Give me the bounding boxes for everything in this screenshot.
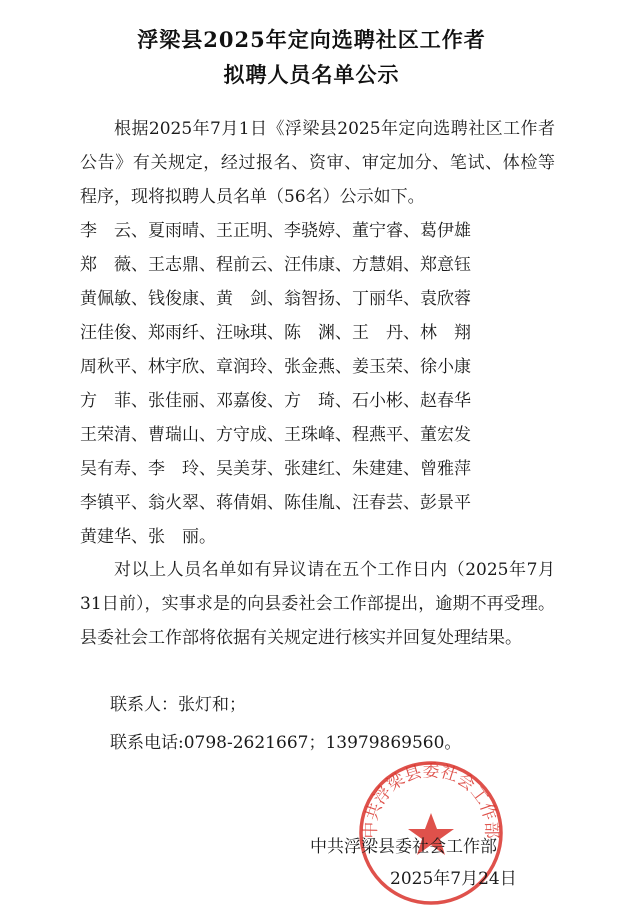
name-row: 方 菲、张佳丽、邓嘉俊、方 琦、石小彬、赵春华 xyxy=(80,391,471,411)
contact-person: 联系人：张灯和； xyxy=(110,695,246,715)
name-row: 吴有寿、李 玲、吴美芽、张建红、朱建建、曾雅萍 xyxy=(80,459,471,479)
contact-phone: 联系电话:0798-2621667；13979869560。 xyxy=(110,733,462,753)
issuing-department: 中共浮梁县委社会工作部 xyxy=(310,837,497,857)
document-title-line2: 拟聘人员名单公示 xyxy=(223,62,400,87)
intro-paragraph xyxy=(80,112,555,214)
name-row: 黄佩敏、钱俊康、黄 剑、翁智扬、丁丽华、袁欣蓉 xyxy=(80,289,471,309)
intro-text: 根据2025年7月1日《浮梁县2025年定向选聘社区工作者公告》有关规定，经过报名、资审、审定加分、笔试、体检等程序，现将拟聘人员名单（56名）公示如下。 xyxy=(80,119,555,207)
name-row: 汪佳俊、郑雨纤、汪咏琪、陈 渊、王 丹、林 翔 xyxy=(80,323,471,343)
objection-notice xyxy=(80,553,555,655)
name-row: 周秋平、林宇欣、章润玲、张金燕、姜玉荣、徐小康 xyxy=(80,357,471,377)
notice-text: 对以上人员名单如有异议请在五个工作日内（2025年7月31日前），实事求是的向县委社会工作部提出，逾期不再受理。县委社会工作部将依据有关规定进行核实并回复处理结果。 xyxy=(80,560,555,648)
name-row: 郑 薇、王志鼎、程前云、汪伟康、方慧娟、郑意钰 xyxy=(80,255,471,275)
name-row: 黄建华、张 丽。 xyxy=(80,527,216,547)
name-row: 王荣清、曹瑞山、方守成、王珠峰、程燕平、董宏发 xyxy=(80,425,471,445)
name-row: 李镇平、翁火翠、蒋倩娟、陈佳胤、汪春芸、彭景平 xyxy=(80,493,471,513)
issue-date: 2025年7月24日 xyxy=(390,869,517,889)
name-list xyxy=(80,214,560,554)
name-row: 李 云、夏雨晴、王正明、李骁婷、董宁睿、葛伊雄 xyxy=(80,221,471,241)
document-title-line1: 浮梁县2025年定向选聘社区工作者 xyxy=(137,27,486,52)
svg-text:中共浮梁县委社会工作部: 中共浮梁县委社会工作部 xyxy=(360,761,502,839)
